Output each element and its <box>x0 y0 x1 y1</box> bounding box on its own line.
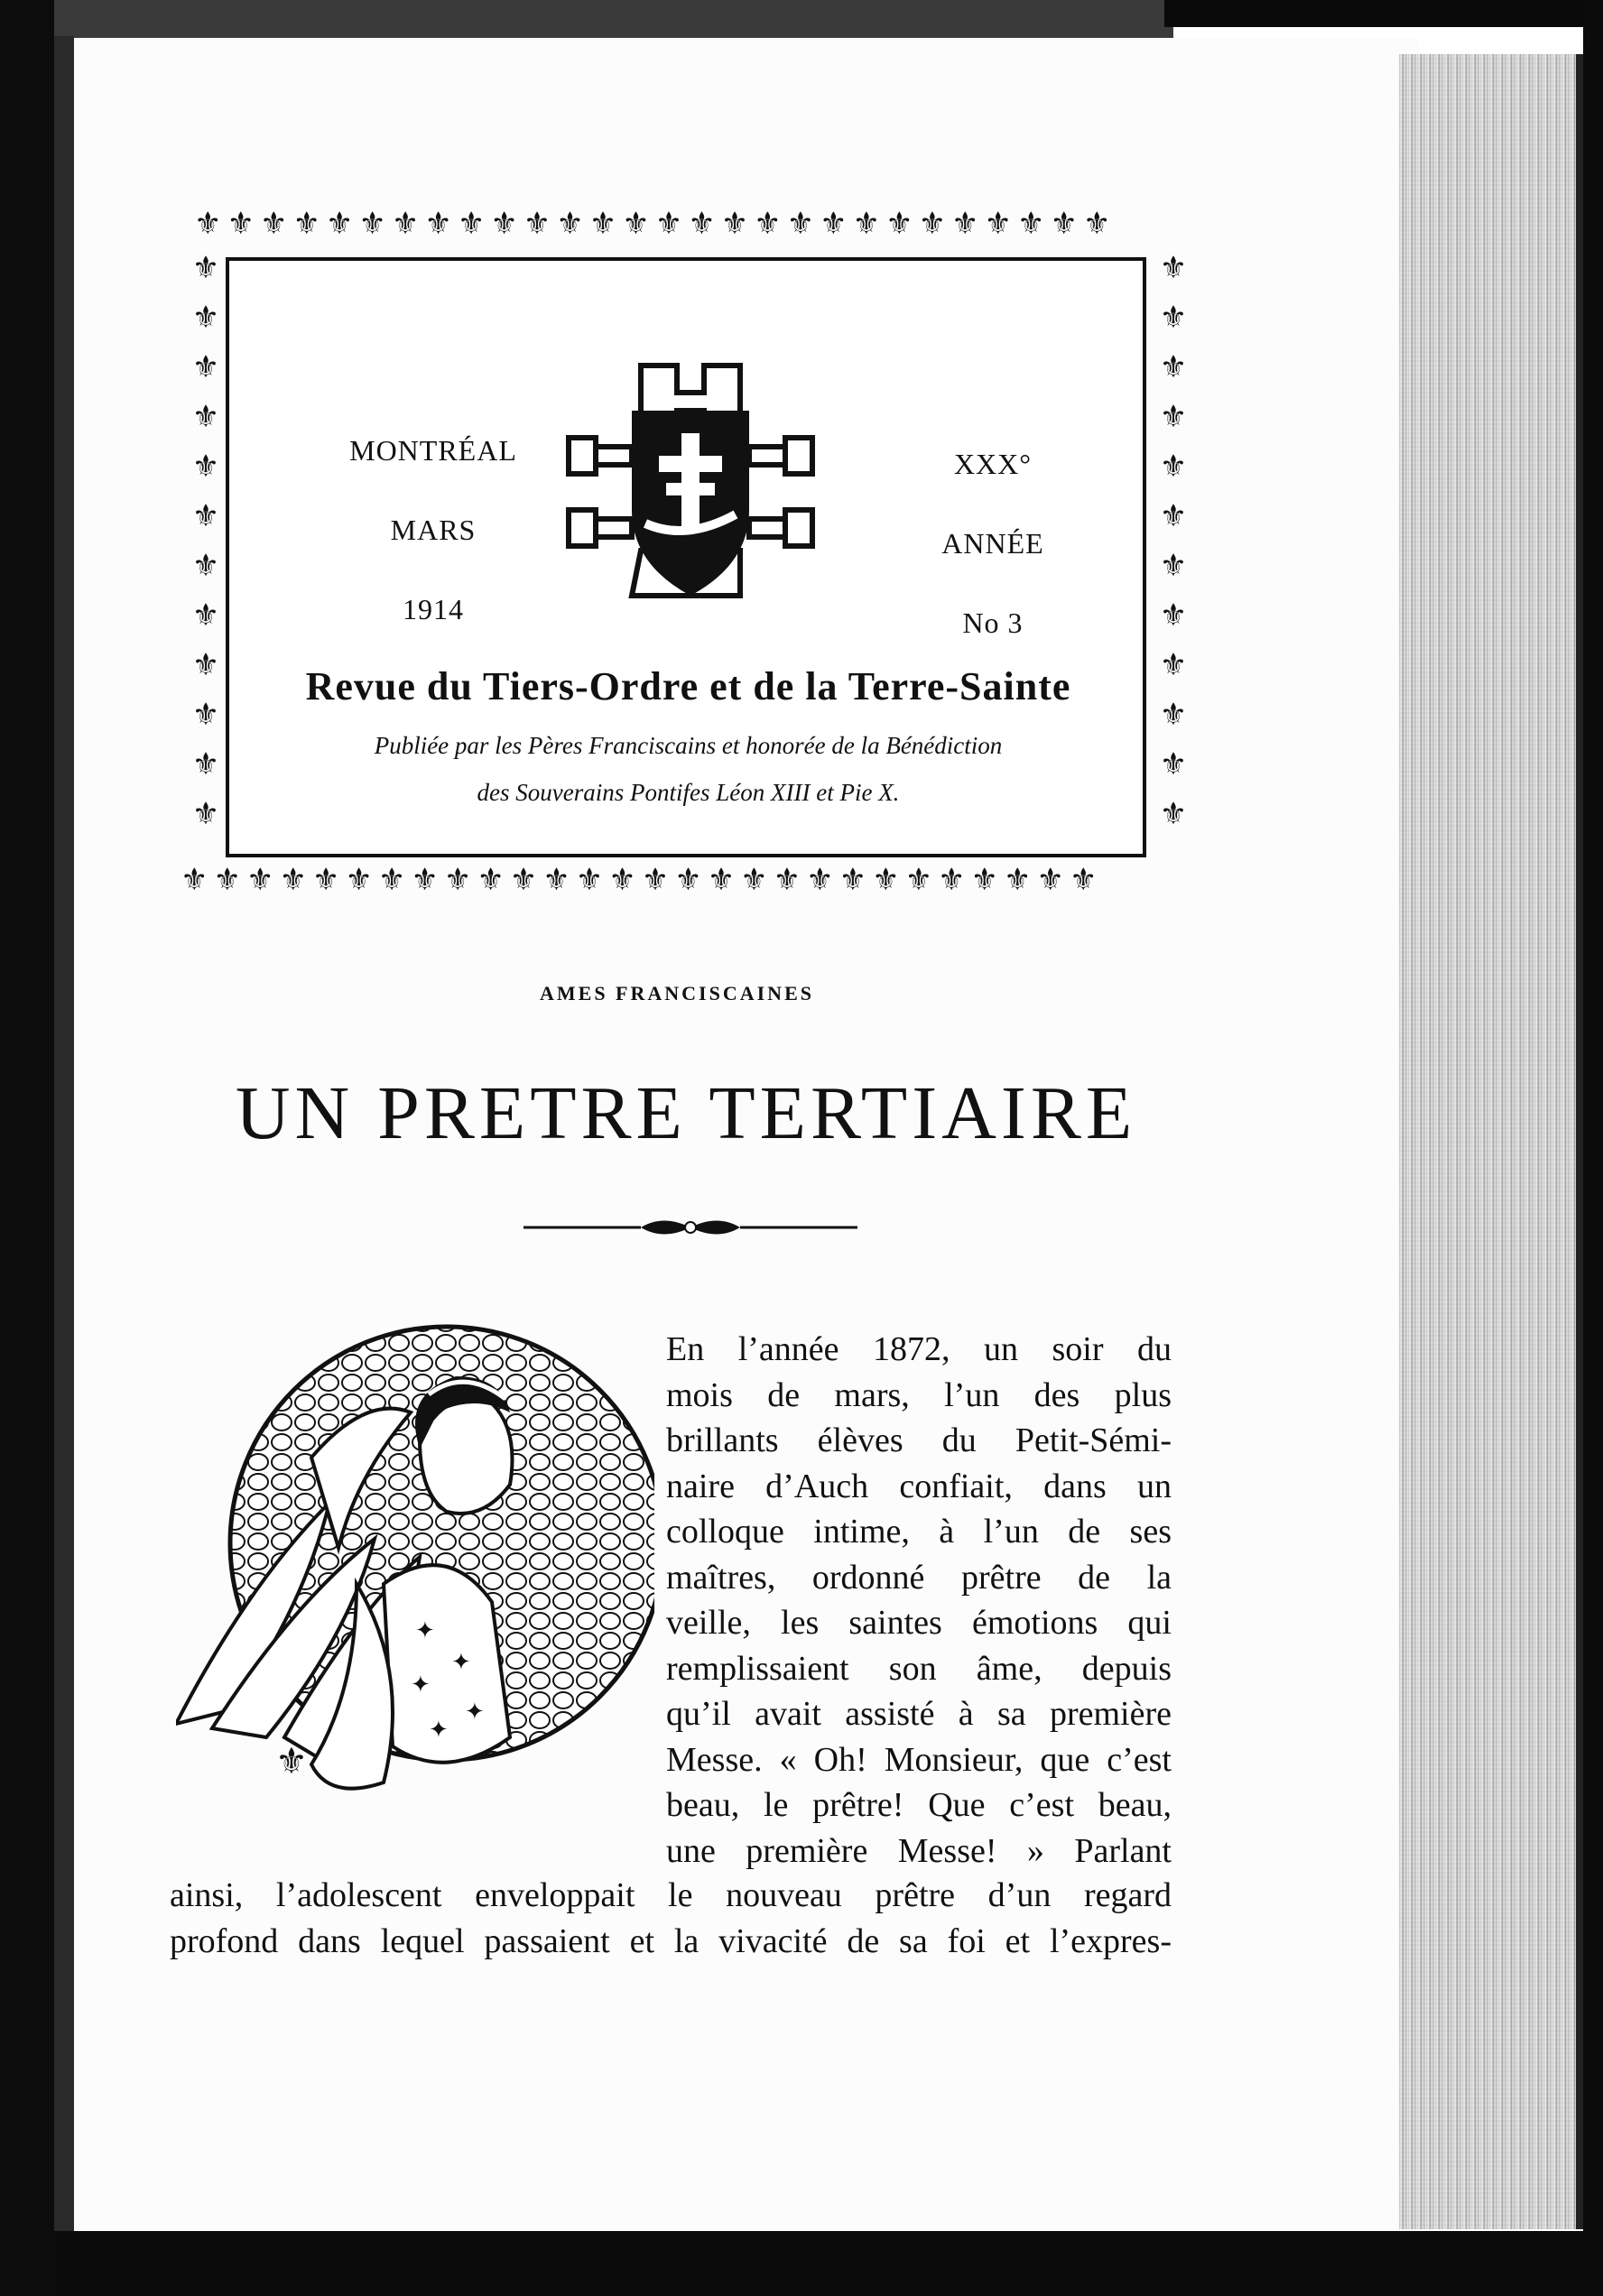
angel-illustration <box>176 1313 654 1819</box>
article-body-wrapped <box>666 1327 1172 1874</box>
svg-text:✦: ✦ <box>451 1649 471 1675</box>
scan-right-border <box>1583 0 1603 2296</box>
text-line: une première Messe! » Parlant <box>666 1831 1172 1870</box>
text-line: colloque intime, à l’un de ses <box>666 1513 1172 1551</box>
year-label: 1914 <box>403 593 464 625</box>
text-line: profond dans lequel passaient et la vivacité de sa foi et l’expres- <box>170 1921 1172 1960</box>
title-ornament <box>524 1209 857 1245</box>
text-line: ainsi, l’adolescent enveloppait le nouveau prêtre d’un regard <box>170 1876 1172 1914</box>
masthead-subtitle-line: Publiée par les Pères Franciscains et honorée de la Bénédiction <box>374 732 1003 759</box>
page-left-edge <box>54 36 74 2296</box>
city-label: MONTRÉAL <box>349 434 517 467</box>
article-title: UN PRETRE TERTIAIRE <box>235 1071 1137 1155</box>
masthead-subtitle <box>257 722 1119 816</box>
issue-number: No 3 <box>962 606 1024 639</box>
fleur-border-left: ⚜ ⚜ ⚜ ⚜ ⚜ ⚜ ⚜ ⚜ ⚜ ⚜ ⚜ ⚜ <box>191 252 220 831</box>
text-line: Messe. « Oh! Monsieur, que c’est <box>666 1740 1172 1779</box>
svg-text:⚜: ⚜ <box>275 1741 308 1782</box>
text-line: remplissaient son âme, depuis <box>666 1649 1172 1688</box>
scan-top-border-dark <box>1164 0 1603 27</box>
book-page-edges <box>1399 54 1583 2229</box>
text-line: beau, le prêtre! Que c’est beau, <box>666 1786 1172 1824</box>
fleur-border-bottom: ⚜⚜⚜⚜⚜⚜⚜⚜⚜⚜⚜⚜⚜⚜⚜⚜⚜⚜⚜⚜⚜⚜⚜⚜⚜⚜⚜⚜ <box>181 864 1103 897</box>
text-line: brillants élèves du Petit-Sémi- <box>666 1421 1172 1459</box>
jerusalem-cross-crest <box>560 356 821 605</box>
fleur-border-top: ⚜⚜⚜⚜⚜⚜⚜⚜⚜⚜⚜⚜⚜⚜⚜⚜⚜⚜⚜⚜⚜⚜⚜⚜⚜⚜⚜⚜ <box>194 208 1117 241</box>
text-line: qu’il avait assisté à sa première <box>666 1695 1172 1733</box>
text-line: veille, les saintes émotions qui <box>666 1604 1172 1642</box>
masthead-left-column <box>343 411 524 649</box>
text-line: naire d’Auch confiait, dans un <box>666 1467 1172 1505</box>
section-label: AMES FRANCISCAINES <box>540 982 814 1004</box>
masthead-subtitle-line: des Souverains Pontifes Léon XIII et Pie X. <box>477 779 900 806</box>
svg-text:✦: ✦ <box>411 1671 431 1698</box>
svg-text:✦: ✦ <box>429 1717 449 1743</box>
scan-bottom-border <box>54 2231 1603 2296</box>
masthead-title: Revue du Tiers-Ordre et de la Terre-Sainte <box>305 664 1071 708</box>
text-line: mois de mars, l’un des plus <box>666 1375 1172 1414</box>
svg-text:✦: ✦ <box>415 1617 435 1643</box>
svg-text:✦: ✦ <box>465 1699 485 1725</box>
year-word-label: ANNÉE <box>941 527 1044 560</box>
text-line: En l’année 1872, un soir du <box>666 1330 1172 1368</box>
text-line: maîtres, ordonné prêtre de la <box>666 1558 1172 1597</box>
scan-top-border <box>54 0 1173 38</box>
scan-left-border <box>0 0 54 2296</box>
fleur-border-right: ⚜ ⚜ ⚜ ⚜ ⚜ ⚜ ⚜ ⚜ ⚜ ⚜ ⚜ ⚜ <box>1159 252 1188 831</box>
masthead-right-column <box>903 424 1083 662</box>
month-label: MARS <box>390 514 477 546</box>
article-body-full-width <box>170 1873 1172 1964</box>
volume-label: XXX° <box>953 448 1033 480</box>
